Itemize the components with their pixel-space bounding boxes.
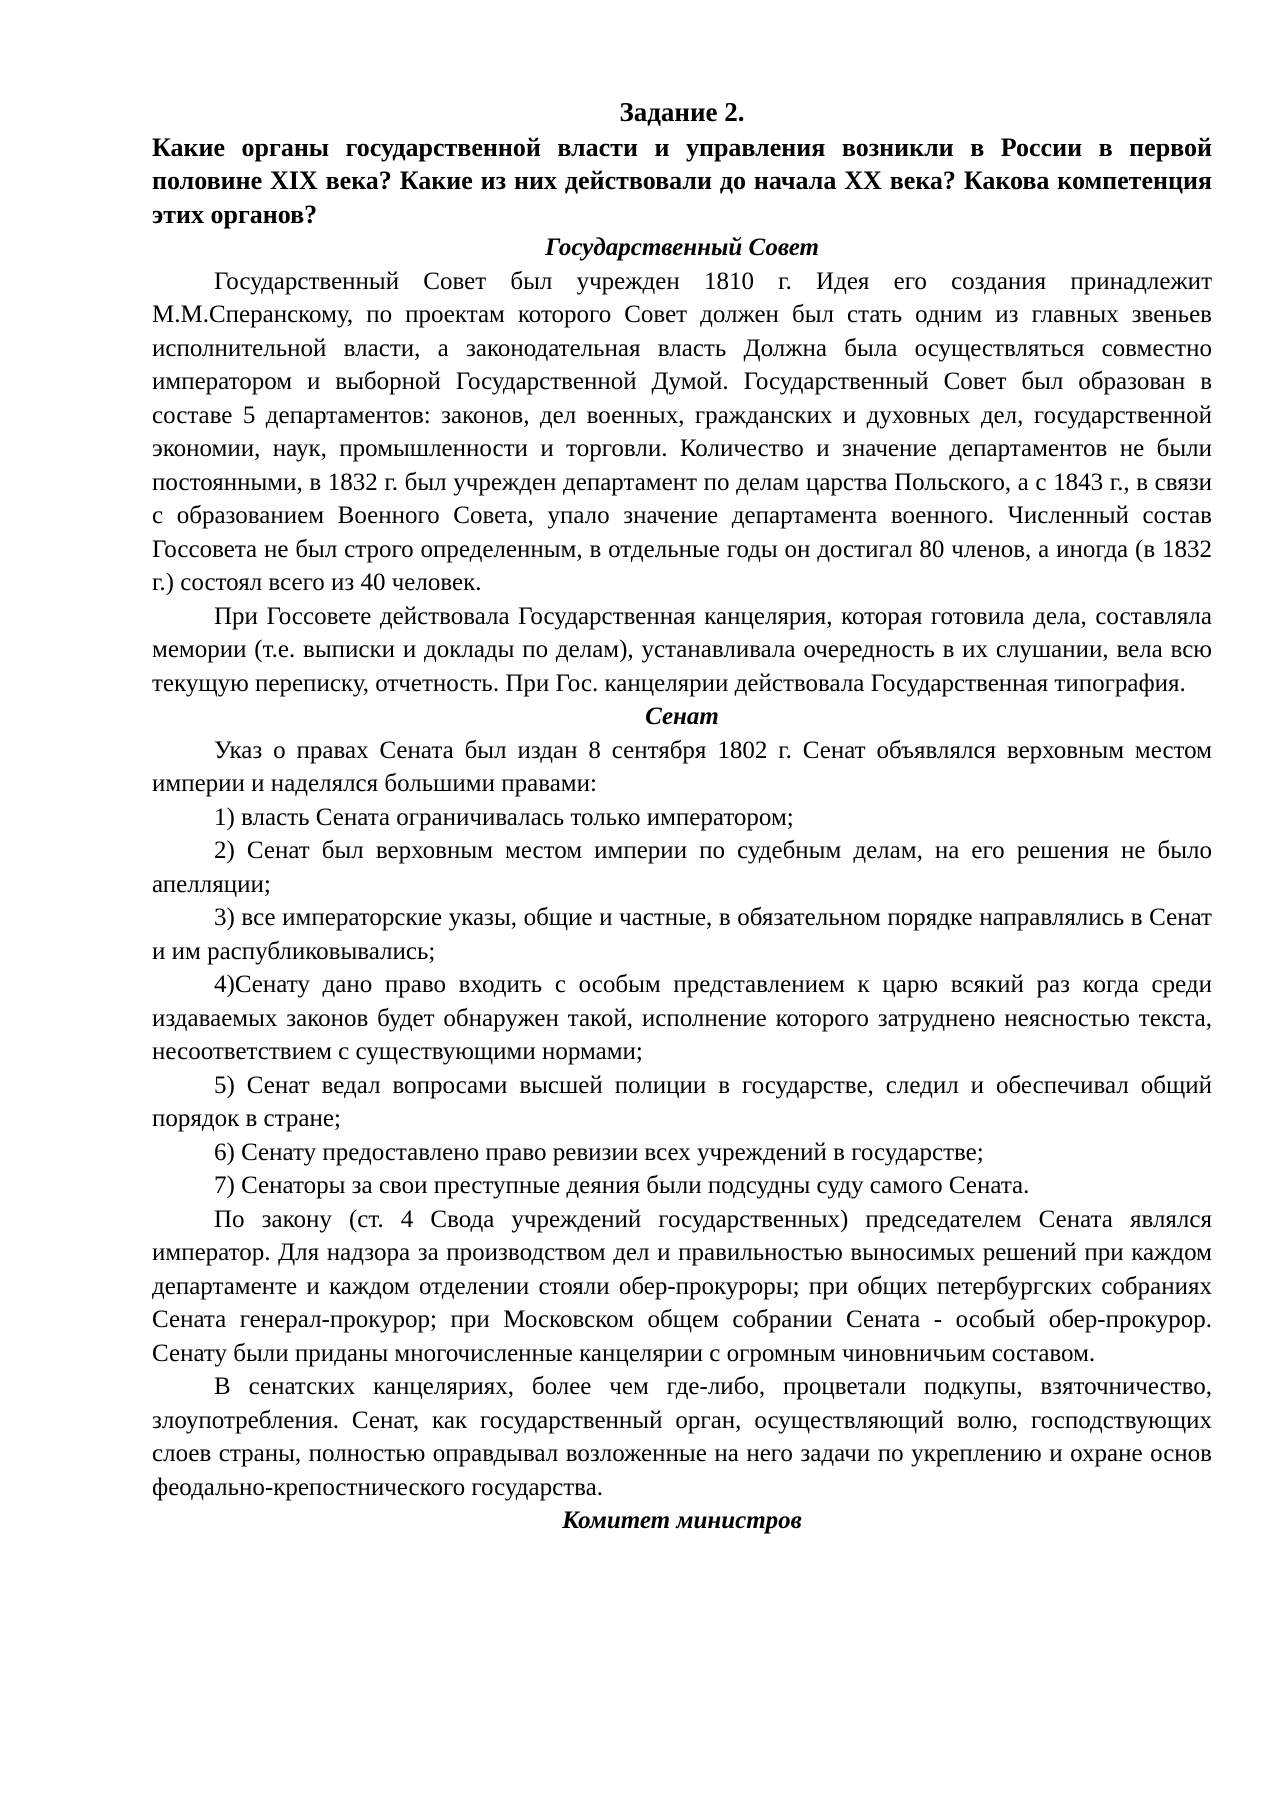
section-heading-gossovet: Государственный Совет	[545, 234, 819, 261]
document-page	[152, 96, 1212, 1538]
paragraph: По закону (ст. 4 Свода учреждений государственных) председателем Сената являлся император. Для надзора за производством дел и правильностью выносимых решений при каждом департаменте и каждом отделении стояли обер-прокуроры; при общих петербургских собраниях Сената генерал-прокурор; при Московском общем собрании Сената - особый обер-прокурор. Сенату были приданы многочисленные канцелярии с огромным чиновничьим составом.	[152, 1205, 1212, 1367]
list-item: 5) Сенат ведал вопросами высшей полиции в государстве, следил и обеспечивал общий порядок в стране;	[152, 1071, 1212, 1132]
paragraph: В сенатских канцеляриях, более чем где-либо, процветали подкупы, взяточничество, злоупотребления. Сенат, как государственный орган, осуществляющий волю, господствующих слоев страны, полностью оправдывал возложенные на него задачи по укреплению и охране основ феодально-крепостнического государства.	[152, 1373, 1212, 1501]
section-heading-komitet-ministrov: Комитет министров	[562, 1507, 802, 1534]
list-item: 3) все императорские указы, общие и частные, в обязательном порядке направлялись в Сенат и им распубликовывались;	[152, 904, 1212, 965]
list-item: 1) власть Сената ограничивалась только императором;	[214, 803, 794, 831]
list-item: 4)Сенату дано право входить с особым представлением к царю всякий раз когда среди издаваемых законов будет обнаружен такой, исполнение которого затруднено неясностью текста, несоответствием с существующими нормами;	[152, 971, 1212, 1065]
paragraph: При Госсовете действовала Государственная канцелярия, которая готовила дела, составляла мемории (т.е. выписки и доклады по делам), устанавливала очередность в их слушании, вела всю текущую переписку, отчетность. При Гос. канцелярии действовала Государственная типография.	[152, 602, 1212, 697]
list-item: 6) Сенату предоставлено право ревизии всех учреждений в государстве;	[214, 1138, 984, 1166]
list-item: 7) Сенаторы за свои преступные деяния были подсудны суду самого Сената.	[214, 1172, 1030, 1199]
paragraph: Указ о правах Сената был издан 8 сентября 1802 г. Сенат объявлялся верховным местом империи и наделялся большими правами:	[152, 736, 1212, 797]
task-question: Какие органы государственной власти и управления возникли в России в первой половине XIX века? Какие из них действовали до начала XX века? Какова компетенция этих органов?	[152, 132, 1212, 229]
list-item: 2) Сенат был верховным местом империи по судебным делам, на его решения не было апелляции;	[152, 837, 1212, 898]
paragraph: Государственный Совет был учрежден 1810 г. Идея его создания принадлежит М.М.Сперанскому, по проектам которого Совет должен был стать одним из главных звеньев исполнительной власти, а законодательная власть Должна была осуществляться совместно императором и выборной Государственной Думой. Государственный Совет был образован в составе 5 департаментов: законов, дел военных, гражданских и духовных дел, государственной экономии, наук, промышленности и торговли. Количество и значение департаментов не были постоянными, в 1832 г. был учрежден департамент по делам царства Польского, а с 1843 г., в связи с образованием Военного Совета, упало значение департамента военного. Численный состав Госсовета не был строго определенным, в отдельные годы он достигал 80 членов, а иногда (в 1832 г.) состоял всего из 40 человек.	[152, 267, 1212, 596]
document-title: Задание 2.	[619, 97, 745, 127]
section-heading-senat: Сенат	[645, 703, 719, 730]
